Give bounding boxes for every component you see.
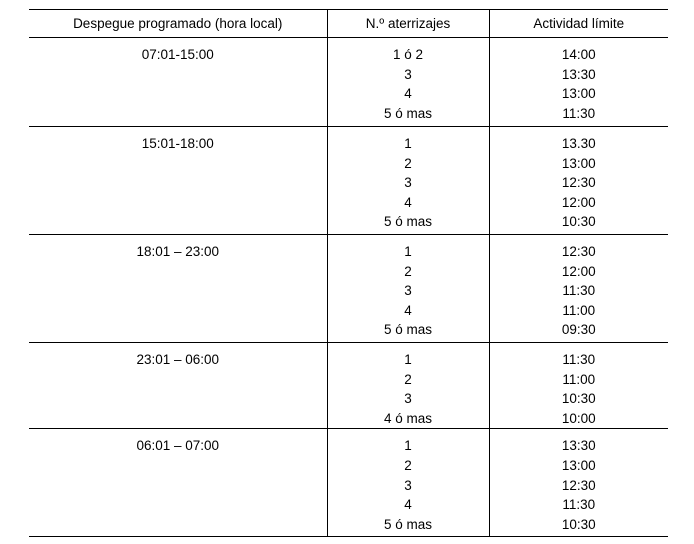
limit-value: 11:00 <box>562 302 596 318</box>
landings-value: 2 <box>404 263 412 279</box>
limit-value: 10:30 <box>561 214 596 230</box>
landings-value: 1 <box>404 438 412 454</box>
limit-value: 12:30 <box>561 175 596 191</box>
table-row <box>29 429 668 537</box>
landings-value: 4 <box>404 302 412 318</box>
landings-value: 3 <box>404 477 412 493</box>
limit-value: 11:30 <box>562 352 596 367</box>
landings-value: 5 ó mas <box>383 516 433 532</box>
limit-value: 12:30 <box>561 477 596 493</box>
table-header-row <box>29 10 668 38</box>
limit-value: 13:00 <box>561 155 596 171</box>
landings-cell <box>327 127 489 235</box>
landings-value: 4 ó mas <box>383 410 433 426</box>
landings-value: 4 <box>404 86 412 102</box>
limit-value: 11:30 <box>562 105 596 121</box>
landings-value: 4 <box>404 497 412 513</box>
limit-value: 11:30 <box>562 497 596 513</box>
table-row <box>29 127 668 235</box>
table-row <box>29 343 668 429</box>
departure-cell: 07:01-15:00 <box>29 38 327 127</box>
limit-value: 10:30 <box>561 516 596 532</box>
header-landings: N.º aterrizajes <box>327 10 489 38</box>
limit-cell <box>489 343 668 429</box>
limit-value: 13.30 <box>561 136 596 151</box>
limit-cell <box>489 235 668 343</box>
landings-value: 3 <box>404 283 412 299</box>
header-limit: Actividad límite <box>489 10 668 38</box>
limit-value: 12:30 <box>561 244 596 259</box>
landings-cell <box>327 235 489 343</box>
duty-limits-table <box>29 9 668 537</box>
limit-value: 13:00 <box>561 457 596 473</box>
table-row <box>29 38 668 127</box>
limit-value: 14:00 <box>561 47 596 62</box>
limit-value: 11:00 <box>562 371 596 387</box>
limit-value: 13:30 <box>561 66 596 82</box>
limit-cell <box>489 38 668 127</box>
landings-value: 2 <box>404 457 412 473</box>
limit-value: 11:30 <box>562 283 596 299</box>
limit-value: 12:00 <box>561 194 596 210</box>
landings-value: 2 <box>404 155 412 171</box>
limit-value: 10:30 <box>561 391 596 407</box>
limit-value: 09:30 <box>561 322 596 338</box>
landings-value: 5 ó mas <box>383 214 433 230</box>
landings-cell <box>327 429 489 537</box>
landings-value: 1 <box>404 136 412 151</box>
limit-value: 12:00 <box>561 263 596 279</box>
landings-value: 1 <box>404 352 412 367</box>
limit-value: 10:00 <box>561 410 596 426</box>
limit-value: 13:00 <box>561 86 596 102</box>
landings-value: 2 <box>404 371 412 387</box>
departure-cell: 18:01 – 23:00 <box>29 235 327 343</box>
departure-cell: 23:01 – 06:00 <box>29 343 327 429</box>
departure-cell: 06:01 – 07:00 <box>29 429 327 537</box>
limit-cell <box>489 127 668 235</box>
table-row <box>29 235 668 343</box>
landings-cell <box>327 38 489 127</box>
landings-value: 5 ó mas <box>383 322 433 338</box>
landings-value: 3 <box>404 391 412 407</box>
landings-value: 3 <box>404 175 412 191</box>
header-departure: Despegue programado (hora local) <box>29 10 327 38</box>
limit-cell <box>489 429 668 537</box>
landings-value: 4 <box>404 194 412 210</box>
departure-cell: 15:01-18:00 <box>29 127 327 235</box>
landings-value: 5 ó mas <box>383 105 433 121</box>
landings-value: 3 <box>404 66 412 82</box>
limit-value: 13:30 <box>561 438 596 454</box>
landings-value: 1 <box>404 244 412 259</box>
landings-cell <box>327 343 489 429</box>
landings-value: 1 ó 2 <box>392 47 424 62</box>
